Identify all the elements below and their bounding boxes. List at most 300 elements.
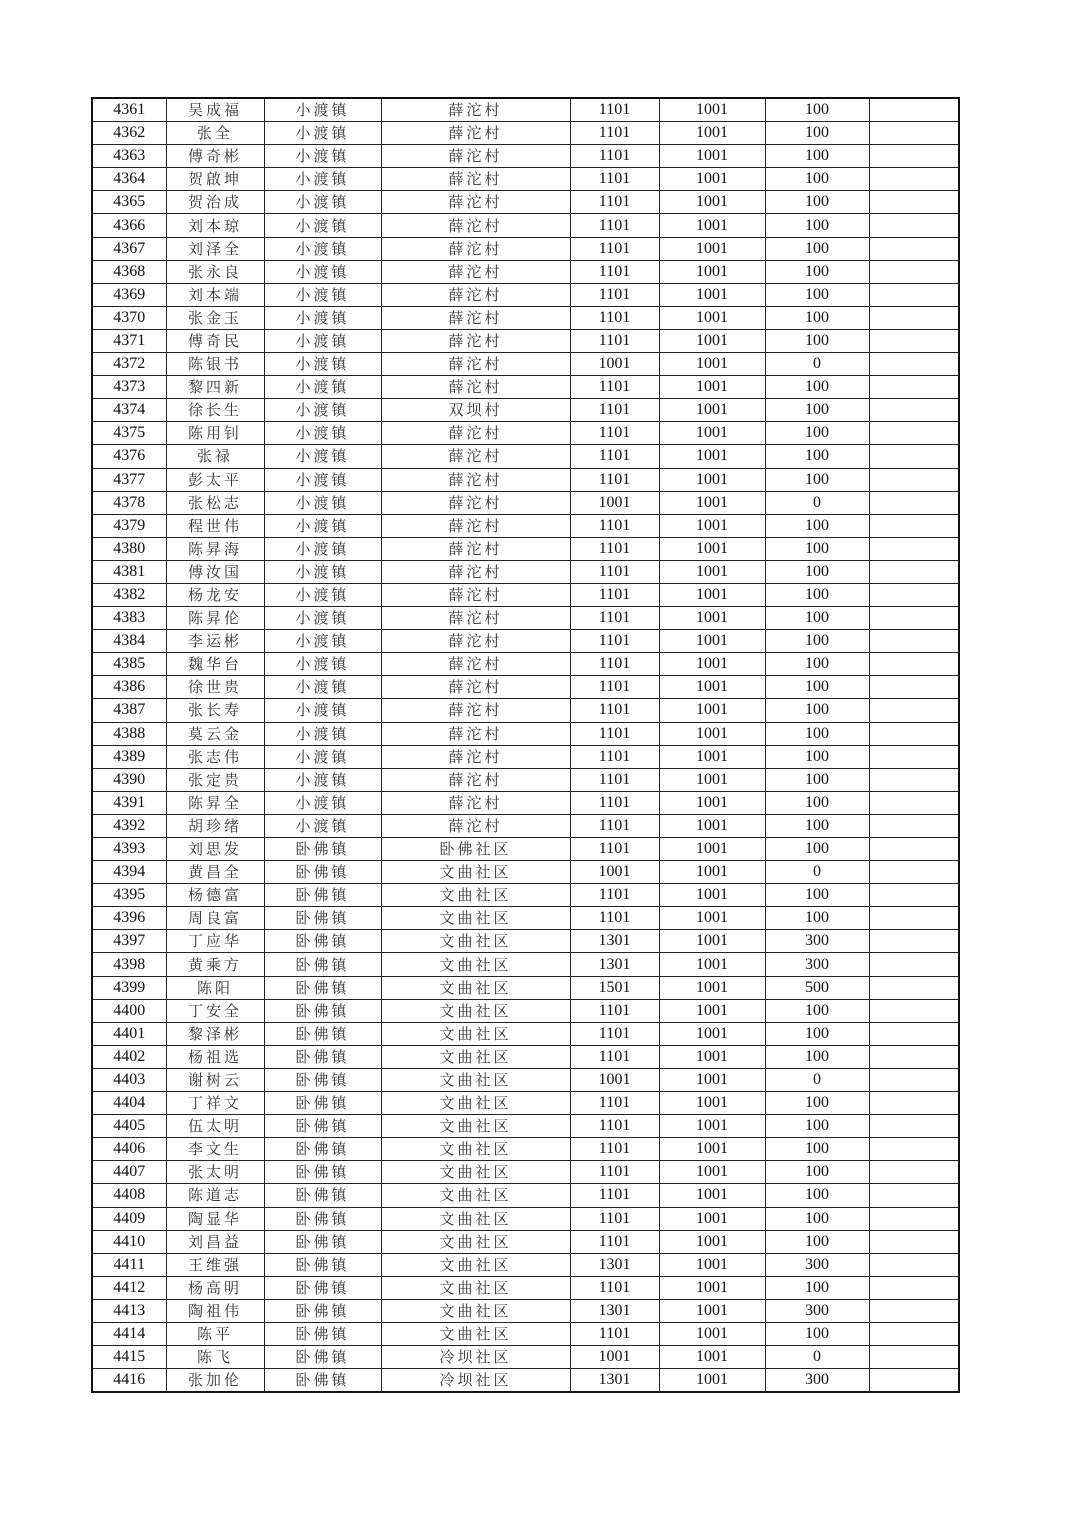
value-a-cell: 1101	[570, 260, 659, 283]
table-row	[92, 98, 959, 122]
village-cell: 薛沱村	[381, 260, 570, 283]
town-cell: 小渡镇	[264, 630, 381, 653]
remark-cell	[869, 283, 959, 306]
table-row	[92, 1022, 959, 1045]
remark-cell	[869, 1068, 959, 1091]
table-row	[92, 653, 959, 676]
table-row	[92, 607, 959, 630]
village-cell: 薛沱村	[381, 491, 570, 514]
value-b-cell: 1001	[659, 145, 765, 168]
village-cell: 薛沱村	[381, 98, 570, 122]
town-cell: 小渡镇	[264, 445, 381, 468]
value-a-cell: 1001	[570, 1346, 659, 1369]
remark-cell	[869, 1161, 959, 1184]
difference-cell: 100	[765, 745, 869, 768]
value-a-cell: 1101	[570, 191, 659, 214]
name-cell: 贺治成	[166, 191, 264, 214]
value-b-cell: 1001	[659, 699, 765, 722]
town-cell: 小渡镇	[264, 145, 381, 168]
value-a-cell: 1101	[570, 214, 659, 237]
difference-cell: 0	[765, 1346, 869, 1369]
remark-cell	[869, 191, 959, 214]
row-number-cell: 4380	[92, 537, 166, 560]
value-a-cell: 1301	[570, 1299, 659, 1322]
name-cell: 胡珍绪	[166, 814, 264, 837]
village-cell: 薛沱村	[381, 722, 570, 745]
village-cell: 薛沱村	[381, 283, 570, 306]
table-row	[92, 214, 959, 237]
value-b-cell: 1001	[659, 838, 765, 861]
remark-cell	[869, 884, 959, 907]
table-row	[92, 1045, 959, 1068]
town-cell: 卧佛镇	[264, 953, 381, 976]
village-cell: 双坝村	[381, 399, 570, 422]
village-cell: 薛沱村	[381, 122, 570, 145]
remark-cell	[869, 1230, 959, 1253]
value-a-cell: 1101	[570, 399, 659, 422]
name-cell: 陈昇海	[166, 537, 264, 560]
village-cell: 冷坝社区	[381, 1346, 570, 1369]
name-cell: 陈道志	[166, 1184, 264, 1207]
value-b-cell: 1001	[659, 1346, 765, 1369]
row-number-cell: 4367	[92, 237, 166, 260]
row-number-cell: 4399	[92, 976, 166, 999]
value-b-cell: 1001	[659, 607, 765, 630]
value-b-cell: 1001	[659, 214, 765, 237]
town-cell: 小渡镇	[264, 745, 381, 768]
row-number-cell: 4375	[92, 422, 166, 445]
table-row	[92, 1346, 959, 1369]
town-cell: 小渡镇	[264, 306, 381, 329]
village-cell: 薛沱村	[381, 537, 570, 560]
village-cell: 文曲社区	[381, 907, 570, 930]
value-b-cell: 1001	[659, 768, 765, 791]
value-b-cell: 1001	[659, 791, 765, 814]
remark-cell	[869, 1299, 959, 1322]
row-number-cell: 4383	[92, 607, 166, 630]
table-row	[92, 1299, 959, 1322]
name-cell: 张松志	[166, 491, 264, 514]
difference-cell: 100	[765, 1115, 869, 1138]
value-a-cell: 1101	[570, 607, 659, 630]
value-a-cell: 1001	[570, 1068, 659, 1091]
town-cell: 卧佛镇	[264, 1184, 381, 1207]
town-cell: 小渡镇	[264, 191, 381, 214]
name-cell: 杨龙安	[166, 583, 264, 606]
name-cell: 张全	[166, 122, 264, 145]
row-number-cell: 4396	[92, 907, 166, 930]
value-b-cell: 1001	[659, 1207, 765, 1230]
difference-cell: 100	[765, 630, 869, 653]
town-cell: 卧佛镇	[264, 1299, 381, 1322]
value-b-cell: 1001	[659, 953, 765, 976]
value-b-cell: 1001	[659, 1092, 765, 1115]
row-number-cell: 4379	[92, 514, 166, 537]
row-number-cell: 4404	[92, 1092, 166, 1115]
remark-cell	[869, 329, 959, 352]
value-b-cell: 1001	[659, 1068, 765, 1091]
difference-cell: 100	[765, 514, 869, 537]
table-row	[92, 861, 959, 884]
name-cell: 刘思发	[166, 838, 264, 861]
difference-cell: 100	[765, 537, 869, 560]
row-number-cell: 4391	[92, 791, 166, 814]
value-b-cell: 1001	[659, 1230, 765, 1253]
remark-cell	[869, 976, 959, 999]
remark-cell	[869, 422, 959, 445]
difference-cell: 0	[765, 1068, 869, 1091]
row-number-cell: 4416	[92, 1369, 166, 1393]
difference-cell: 100	[765, 98, 869, 122]
difference-cell: 300	[765, 930, 869, 953]
remark-cell	[869, 676, 959, 699]
village-cell: 薛沱村	[381, 768, 570, 791]
village-cell: 文曲社区	[381, 953, 570, 976]
row-number-cell: 4394	[92, 861, 166, 884]
town-cell: 卧佛镇	[264, 999, 381, 1022]
name-cell: 黎四新	[166, 376, 264, 399]
difference-cell: 100	[765, 768, 869, 791]
table-row	[92, 583, 959, 606]
value-a-cell: 1301	[570, 1253, 659, 1276]
row-number-cell: 4406	[92, 1138, 166, 1161]
village-cell: 薛沱村	[381, 445, 570, 468]
town-cell: 小渡镇	[264, 491, 381, 514]
value-a-cell: 1501	[570, 976, 659, 999]
difference-cell: 0	[765, 861, 869, 884]
difference-cell: 100	[765, 1230, 869, 1253]
difference-cell: 100	[765, 791, 869, 814]
value-b-cell: 1001	[659, 861, 765, 884]
town-cell: 卧佛镇	[264, 907, 381, 930]
row-number-cell: 4409	[92, 1207, 166, 1230]
town-cell: 小渡镇	[264, 791, 381, 814]
table-body	[92, 98, 959, 1392]
table-row	[92, 445, 959, 468]
value-b-cell: 1001	[659, 884, 765, 907]
table-row	[92, 953, 959, 976]
value-b-cell: 1001	[659, 376, 765, 399]
name-cell: 贺啟坤	[166, 168, 264, 191]
town-cell: 小渡镇	[264, 468, 381, 491]
value-a-cell: 1001	[570, 491, 659, 514]
value-b-cell: 1001	[659, 191, 765, 214]
town-cell: 卧佛镇	[264, 1068, 381, 1091]
difference-cell: 100	[765, 907, 869, 930]
value-a-cell: 1301	[570, 930, 659, 953]
remark-cell	[869, 1115, 959, 1138]
name-cell: 张长寿	[166, 699, 264, 722]
village-cell: 薛沱村	[381, 422, 570, 445]
table-row	[92, 376, 959, 399]
row-number-cell: 4410	[92, 1230, 166, 1253]
row-number-cell: 4398	[92, 953, 166, 976]
name-cell: 伍太明	[166, 1115, 264, 1138]
name-cell: 刘本端	[166, 283, 264, 306]
village-cell: 文曲社区	[381, 1115, 570, 1138]
name-cell: 张禄	[166, 445, 264, 468]
row-number-cell: 4413	[92, 1299, 166, 1322]
difference-cell: 100	[765, 1161, 869, 1184]
remark-cell	[869, 214, 959, 237]
town-cell: 小渡镇	[264, 560, 381, 583]
value-a-cell: 1101	[570, 745, 659, 768]
village-cell: 薛沱村	[381, 583, 570, 606]
village-cell: 文曲社区	[381, 930, 570, 953]
difference-cell: 100	[765, 560, 869, 583]
value-b-cell: 1001	[659, 122, 765, 145]
remark-cell	[869, 168, 959, 191]
value-b-cell: 1001	[659, 168, 765, 191]
village-cell: 文曲社区	[381, 1184, 570, 1207]
name-cell: 张志伟	[166, 745, 264, 768]
difference-cell: 100	[765, 1022, 869, 1045]
village-cell: 文曲社区	[381, 1253, 570, 1276]
table-row	[92, 145, 959, 168]
name-cell: 张太明	[166, 1161, 264, 1184]
name-cell: 杨高明	[166, 1276, 264, 1299]
remark-cell	[869, 560, 959, 583]
difference-cell: 100	[765, 1276, 869, 1299]
value-b-cell: 1001	[659, 422, 765, 445]
row-number-cell: 4393	[92, 838, 166, 861]
town-cell: 小渡镇	[264, 168, 381, 191]
village-cell: 文曲社区	[381, 1230, 570, 1253]
name-cell: 魏华台	[166, 653, 264, 676]
table-row	[92, 1207, 959, 1230]
table-row	[92, 1253, 959, 1276]
table-row	[92, 999, 959, 1022]
name-cell: 刘本琼	[166, 214, 264, 237]
row-number-cell: 4361	[92, 98, 166, 122]
remark-cell	[869, 491, 959, 514]
remark-cell	[869, 745, 959, 768]
town-cell: 卧佛镇	[264, 1230, 381, 1253]
name-cell: 黎泽彬	[166, 1022, 264, 1045]
value-b-cell: 1001	[659, 745, 765, 768]
name-cell: 徐长生	[166, 399, 264, 422]
table-row	[92, 630, 959, 653]
value-a-cell: 1101	[570, 560, 659, 583]
village-cell: 薛沱村	[381, 745, 570, 768]
town-cell: 卧佛镇	[264, 1161, 381, 1184]
difference-cell: 100	[765, 1184, 869, 1207]
town-cell: 卧佛镇	[264, 861, 381, 884]
remark-cell	[869, 306, 959, 329]
value-a-cell: 1101	[570, 514, 659, 537]
row-number-cell: 4365	[92, 191, 166, 214]
difference-cell: 0	[765, 353, 869, 376]
row-number-cell: 4374	[92, 399, 166, 422]
row-number-cell: 4366	[92, 214, 166, 237]
difference-cell: 100	[765, 653, 869, 676]
table-row	[92, 560, 959, 583]
village-cell: 薛沱村	[381, 560, 570, 583]
value-b-cell: 1001	[659, 353, 765, 376]
name-cell: 傅奇彬	[166, 145, 264, 168]
difference-cell: 500	[765, 976, 869, 999]
difference-cell: 100	[765, 468, 869, 491]
town-cell: 小渡镇	[264, 98, 381, 122]
town-cell: 小渡镇	[264, 607, 381, 630]
village-cell: 薛沱村	[381, 676, 570, 699]
town-cell: 小渡镇	[264, 260, 381, 283]
value-a-cell: 1101	[570, 699, 659, 722]
value-b-cell: 1001	[659, 1276, 765, 1299]
difference-cell: 100	[765, 999, 869, 1022]
value-a-cell: 1101	[570, 653, 659, 676]
row-number-cell: 4371	[92, 329, 166, 352]
village-cell: 文曲社区	[381, 1207, 570, 1230]
town-cell: 卧佛镇	[264, 884, 381, 907]
value-b-cell: 1001	[659, 1322, 765, 1345]
table-row	[92, 237, 959, 260]
table-row	[92, 1092, 959, 1115]
table-row	[92, 1138, 959, 1161]
value-b-cell: 1001	[659, 329, 765, 352]
difference-cell: 300	[765, 1253, 869, 1276]
row-number-cell: 4369	[92, 283, 166, 306]
table-row	[92, 353, 959, 376]
value-b-cell: 1001	[659, 930, 765, 953]
village-cell: 薛沱村	[381, 168, 570, 191]
value-b-cell: 1001	[659, 399, 765, 422]
village-cell: 薛沱村	[381, 214, 570, 237]
town-cell: 小渡镇	[264, 376, 381, 399]
village-cell: 文曲社区	[381, 1322, 570, 1345]
difference-cell: 100	[765, 422, 869, 445]
village-cell: 文曲社区	[381, 976, 570, 999]
row-number-cell: 4403	[92, 1068, 166, 1091]
village-cell: 文曲社区	[381, 1068, 570, 1091]
remark-cell	[869, 468, 959, 491]
value-b-cell: 1001	[659, 491, 765, 514]
village-cell: 文曲社区	[381, 884, 570, 907]
row-number-cell: 4387	[92, 699, 166, 722]
village-cell: 文曲社区	[381, 999, 570, 1022]
name-cell: 张永良	[166, 260, 264, 283]
remark-cell	[869, 537, 959, 560]
value-b-cell: 1001	[659, 1045, 765, 1068]
name-cell: 张加伦	[166, 1369, 264, 1393]
name-cell: 陈昇伦	[166, 607, 264, 630]
difference-cell: 100	[765, 1138, 869, 1161]
remark-cell	[869, 791, 959, 814]
remark-cell	[869, 1022, 959, 1045]
remark-cell	[869, 399, 959, 422]
name-cell: 李运彬	[166, 630, 264, 653]
row-number-cell: 4377	[92, 468, 166, 491]
name-cell: 周良富	[166, 907, 264, 930]
difference-cell: 100	[765, 838, 869, 861]
village-cell: 卧佛社区	[381, 838, 570, 861]
row-number-cell: 4382	[92, 583, 166, 606]
town-cell: 卧佛镇	[264, 1369, 381, 1393]
row-number-cell: 4390	[92, 768, 166, 791]
value-b-cell: 1001	[659, 999, 765, 1022]
value-a-cell: 1101	[570, 1115, 659, 1138]
value-a-cell: 1101	[570, 1207, 659, 1230]
difference-cell: 100	[765, 607, 869, 630]
name-cell: 彭太平	[166, 468, 264, 491]
remark-cell	[869, 376, 959, 399]
remark-cell	[869, 999, 959, 1022]
village-cell: 薛沱村	[381, 376, 570, 399]
value-b-cell: 1001	[659, 514, 765, 537]
table-row	[92, 422, 959, 445]
row-number-cell: 4411	[92, 1253, 166, 1276]
table-row	[92, 722, 959, 745]
town-cell: 小渡镇	[264, 237, 381, 260]
value-a-cell: 1101	[570, 145, 659, 168]
value-b-cell: 1001	[659, 306, 765, 329]
village-cell: 薛沱村	[381, 699, 570, 722]
village-cell: 冷坝社区	[381, 1369, 570, 1393]
value-a-cell: 1101	[570, 676, 659, 699]
value-b-cell: 1001	[659, 468, 765, 491]
row-number-cell: 4373	[92, 376, 166, 399]
value-a-cell: 1101	[570, 283, 659, 306]
name-cell: 傅汝国	[166, 560, 264, 583]
name-cell: 杨祖选	[166, 1045, 264, 1068]
value-b-cell: 1001	[659, 445, 765, 468]
row-number-cell: 4412	[92, 1276, 166, 1299]
village-cell: 薛沱村	[381, 791, 570, 814]
table-row	[92, 468, 959, 491]
value-b-cell: 1001	[659, 560, 765, 583]
difference-cell: 100	[765, 306, 869, 329]
difference-cell: 100	[765, 1092, 869, 1115]
remark-cell	[869, 445, 959, 468]
remark-cell	[869, 1045, 959, 1068]
row-number-cell: 4401	[92, 1022, 166, 1045]
value-b-cell: 1001	[659, 260, 765, 283]
value-a-cell: 1101	[570, 168, 659, 191]
table-row	[92, 768, 959, 791]
remark-cell	[869, 98, 959, 122]
remark-cell	[869, 930, 959, 953]
village-cell: 薛沱村	[381, 653, 570, 676]
table-row	[92, 907, 959, 930]
table-row	[92, 168, 959, 191]
value-b-cell: 1001	[659, 98, 765, 122]
value-a-cell: 1101	[570, 1045, 659, 1068]
row-number-cell: 4397	[92, 930, 166, 953]
table-row	[92, 884, 959, 907]
table-row	[92, 814, 959, 837]
difference-cell: 100	[765, 237, 869, 260]
value-b-cell: 1001	[659, 814, 765, 837]
name-cell: 莫云金	[166, 722, 264, 745]
village-cell: 薛沱村	[381, 468, 570, 491]
name-cell: 陈昇全	[166, 791, 264, 814]
difference-cell: 100	[765, 699, 869, 722]
table-row	[92, 1322, 959, 1345]
name-cell: 张定贵	[166, 768, 264, 791]
remark-cell	[869, 722, 959, 745]
row-number-cell: 4385	[92, 653, 166, 676]
value-b-cell: 1001	[659, 1369, 765, 1393]
value-b-cell: 1001	[659, 653, 765, 676]
value-a-cell: 1101	[570, 907, 659, 930]
table-row	[92, 260, 959, 283]
town-cell: 小渡镇	[264, 676, 381, 699]
difference-cell: 100	[765, 376, 869, 399]
name-cell: 陈阳	[166, 976, 264, 999]
town-cell: 小渡镇	[264, 399, 381, 422]
difference-cell: 0	[765, 491, 869, 514]
value-b-cell: 1001	[659, 1299, 765, 1322]
